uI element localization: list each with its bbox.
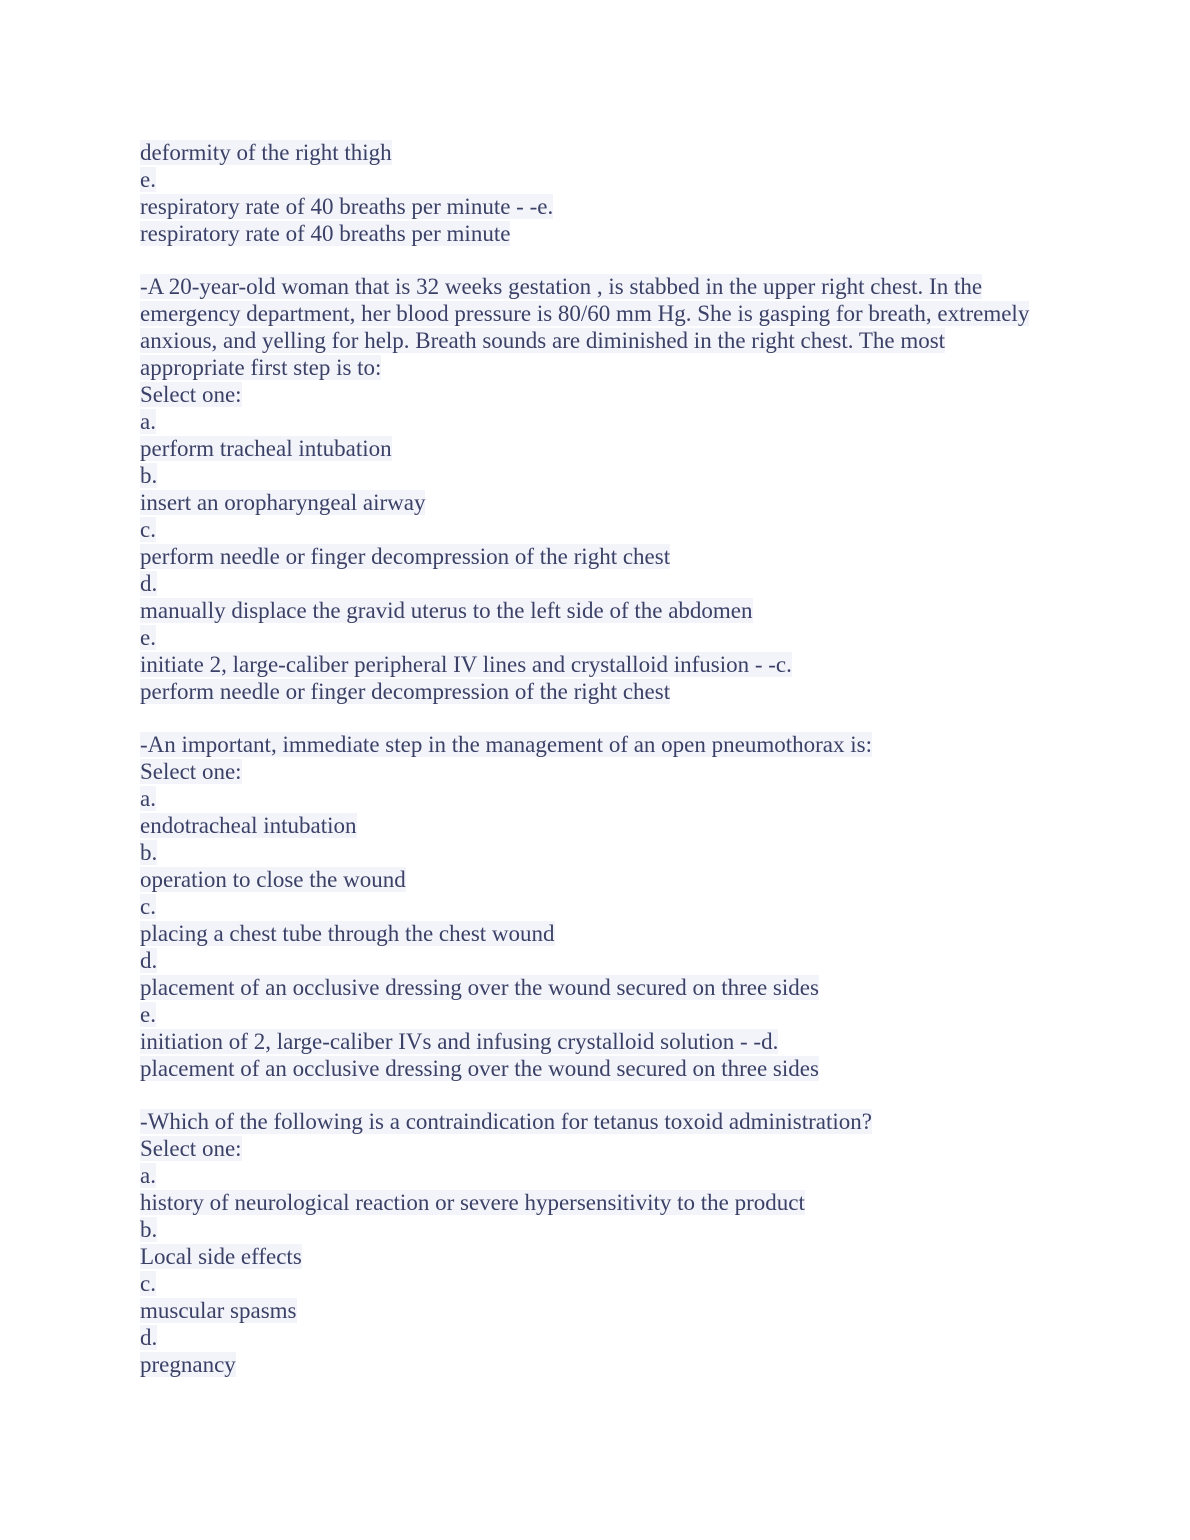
text-line-content: placing a chest tube through the chest wound: [140, 921, 555, 946]
text-line: [140, 193, 1140, 220]
text-line: [140, 1297, 1140, 1324]
text-line: [140, 839, 1140, 866]
text-line-content: initiate 2, large-caliber peripheral IV lines and crystalloid infusion - -c.: [140, 652, 792, 677]
text-line: [140, 1162, 1140, 1189]
text-line-content: -A 20-year-old woman that is 32 weeks gestation , is stabbed in the upper right chest. In the: [140, 274, 983, 299]
text-line: [140, 893, 1140, 920]
text-line-content: pregnancy: [140, 1352, 236, 1377]
text-line-content: anxious, and yelling for help. Breath sounds are diminished in the right chest. The most: [140, 328, 946, 353]
text-line-content: c.: [140, 894, 156, 919]
text-line: [140, 597, 1140, 624]
text-line-content: d.: [140, 948, 158, 973]
text-line-content: -Which of the following is a contraindication for tetanus toxoid administration?: [140, 1109, 872, 1134]
text-line-content: operation to close the wound: [140, 867, 406, 892]
text-line: [140, 1108, 1140, 1135]
text-line-content: Local side effects: [140, 1244, 302, 1269]
text-line: [140, 489, 1140, 516]
text-line-content: b.: [140, 463, 158, 488]
text-line-content: placement of an occlusive dressing over the wound secured on three sides: [140, 1056, 819, 1081]
text-line: [140, 166, 1140, 193]
text-line: [140, 1243, 1140, 1270]
text-line-content: history of neurological reaction or severe hypersensitivity to the product: [140, 1190, 805, 1215]
paragraph-gap: [140, 705, 1140, 731]
text-line-content: respiratory rate of 40 breaths per minute: [140, 221, 511, 246]
text-line: [140, 678, 1140, 705]
text-line: [140, 1324, 1140, 1351]
paragraph-gap: [140, 1082, 1140, 1108]
text-line: [140, 570, 1140, 597]
text-line: [140, 408, 1140, 435]
text-line: [140, 220, 1140, 247]
text-line-content: e.: [140, 167, 156, 192]
text-line: [140, 1351, 1140, 1378]
text-line-content: a.: [140, 409, 156, 434]
text-line: [140, 273, 1140, 300]
text-line: [140, 812, 1140, 839]
text-line-content: a.: [140, 786, 156, 811]
text-line-content: c.: [140, 517, 156, 542]
text-line-content: deformity of the right thigh: [140, 140, 392, 165]
text-line: [140, 462, 1140, 489]
text-line-content: c.: [140, 1271, 156, 1296]
text-line: [140, 1001, 1140, 1028]
text-line: [140, 651, 1140, 678]
text-line: [140, 920, 1140, 947]
text-line-content: perform needle or finger decompression of the right chest: [140, 679, 671, 704]
text-line: [140, 624, 1140, 651]
text-line-content: endotracheal intubation: [140, 813, 357, 838]
text-line-content: e.: [140, 625, 156, 650]
text-line-content: respiratory rate of 40 breaths per minute - -e.: [140, 194, 554, 219]
document-page: [140, 139, 1140, 1378]
text-line: [140, 947, 1140, 974]
text-line-content: manually displace the gravid uterus to the left side of the abdomen: [140, 598, 753, 623]
text-line-content: d.: [140, 1325, 158, 1350]
text-line: [140, 1028, 1140, 1055]
text-line-content: appropriate first step is to:: [140, 355, 382, 380]
text-line-content: -An important, immediate step in the management of an open pneumothorax is:: [140, 732, 872, 757]
text-line: [140, 327, 1140, 354]
text-line: [140, 866, 1140, 893]
text-line: [140, 974, 1140, 1001]
paragraph-gap: [140, 247, 1140, 273]
text-line-content: e.: [140, 1002, 156, 1027]
text-line-content: Select one:: [140, 759, 242, 784]
text-line-content: insert an oropharyngeal airway: [140, 490, 426, 515]
text-line: [140, 300, 1140, 327]
text-line: [140, 1216, 1140, 1243]
text-line-content: muscular spasms: [140, 1298, 297, 1323]
text-line: [140, 1135, 1140, 1162]
text-line-content: b.: [140, 1217, 158, 1242]
text-line-content: d.: [140, 571, 158, 596]
text-line: [140, 354, 1140, 381]
text-line-content: Select one:: [140, 382, 242, 407]
text-line-content: a.: [140, 1163, 156, 1188]
text-line-content: emergency department, her blood pressure is 80/60 mm Hg. She is gasping for breath, extremely: [140, 301, 1030, 326]
text-line-content: placement of an occlusive dressing over the wound secured on three sides: [140, 975, 819, 1000]
text-line-content: initiation of 2, large-caliber IVs and infusing crystalloid solution - -d.: [140, 1029, 779, 1054]
text-line-content: Select one:: [140, 1136, 242, 1161]
text-line: [140, 731, 1140, 758]
text-line: [140, 785, 1140, 812]
text-line: [140, 758, 1140, 785]
text-line-content: perform needle or finger decompression of the right chest: [140, 544, 671, 569]
text-line: [140, 1055, 1140, 1082]
text-line: [140, 381, 1140, 408]
text-line: [140, 139, 1140, 166]
text-line-content: b.: [140, 840, 158, 865]
text-line: [140, 1189, 1140, 1216]
text-line: [140, 435, 1140, 462]
text-line: [140, 516, 1140, 543]
text-line-content: perform tracheal intubation: [140, 436, 392, 461]
text-line: [140, 543, 1140, 570]
text-line: [140, 1270, 1140, 1297]
